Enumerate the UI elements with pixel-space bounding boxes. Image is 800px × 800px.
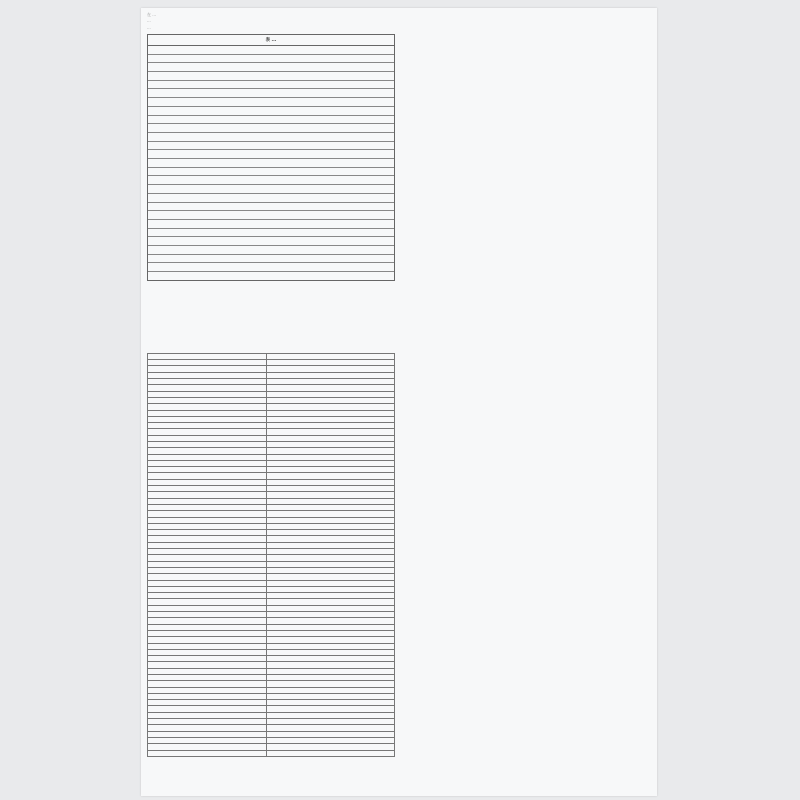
table-cell [266, 750, 394, 756]
box1-row [148, 124, 394, 133]
box1-caption-lead: 表 [265, 37, 270, 43]
box1-row [148, 237, 394, 246]
adverse-reaction-box [147, 34, 395, 281]
box1-row [148, 81, 394, 90]
document-page [141, 8, 657, 796]
box1-row [148, 142, 394, 151]
bottom-text-block [147, 763, 395, 769]
box1-row [148, 246, 394, 255]
table-cell [148, 750, 267, 756]
intro-text-1-rest: ... [152, 12, 157, 17]
box1-row [148, 176, 394, 185]
box1-row [148, 229, 394, 238]
box1-row [148, 150, 394, 159]
adverse-reaction-box-rows [148, 46, 394, 280]
adverse-reaction-table [147, 353, 395, 757]
box1-row [148, 220, 394, 229]
box1-row [148, 272, 394, 280]
left-column [147, 12, 395, 769]
box1-row [148, 107, 394, 116]
intro-text-3 [147, 25, 395, 31]
box1-row [148, 185, 394, 194]
right-column [407, 12, 651, 755]
box1-row [148, 203, 394, 212]
box1-row [148, 55, 394, 64]
text-line [407, 749, 651, 755]
box1-row [148, 211, 394, 220]
box1-row [148, 194, 394, 203]
mid-text-block [147, 345, 395, 351]
intro-text-2-rest: ... [147, 18, 151, 24]
box1-row [148, 263, 394, 272]
box1-row [148, 168, 394, 177]
adverse-reaction-box-caption [148, 35, 394, 46]
box1-row [148, 159, 394, 168]
box1-row [148, 46, 394, 55]
intro-text-1-lead: 在 [147, 12, 151, 17]
box1-row [148, 133, 394, 142]
box1-row [148, 116, 394, 125]
intro-text-3-rest: ... [147, 24, 151, 30]
box1-row [148, 98, 394, 107]
box1-row [148, 72, 394, 81]
box1-row [148, 89, 394, 98]
box1-row [148, 63, 394, 72]
box1-caption-rest: ... [271, 37, 277, 43]
box1-row [148, 255, 394, 264]
table-row [148, 750, 395, 756]
